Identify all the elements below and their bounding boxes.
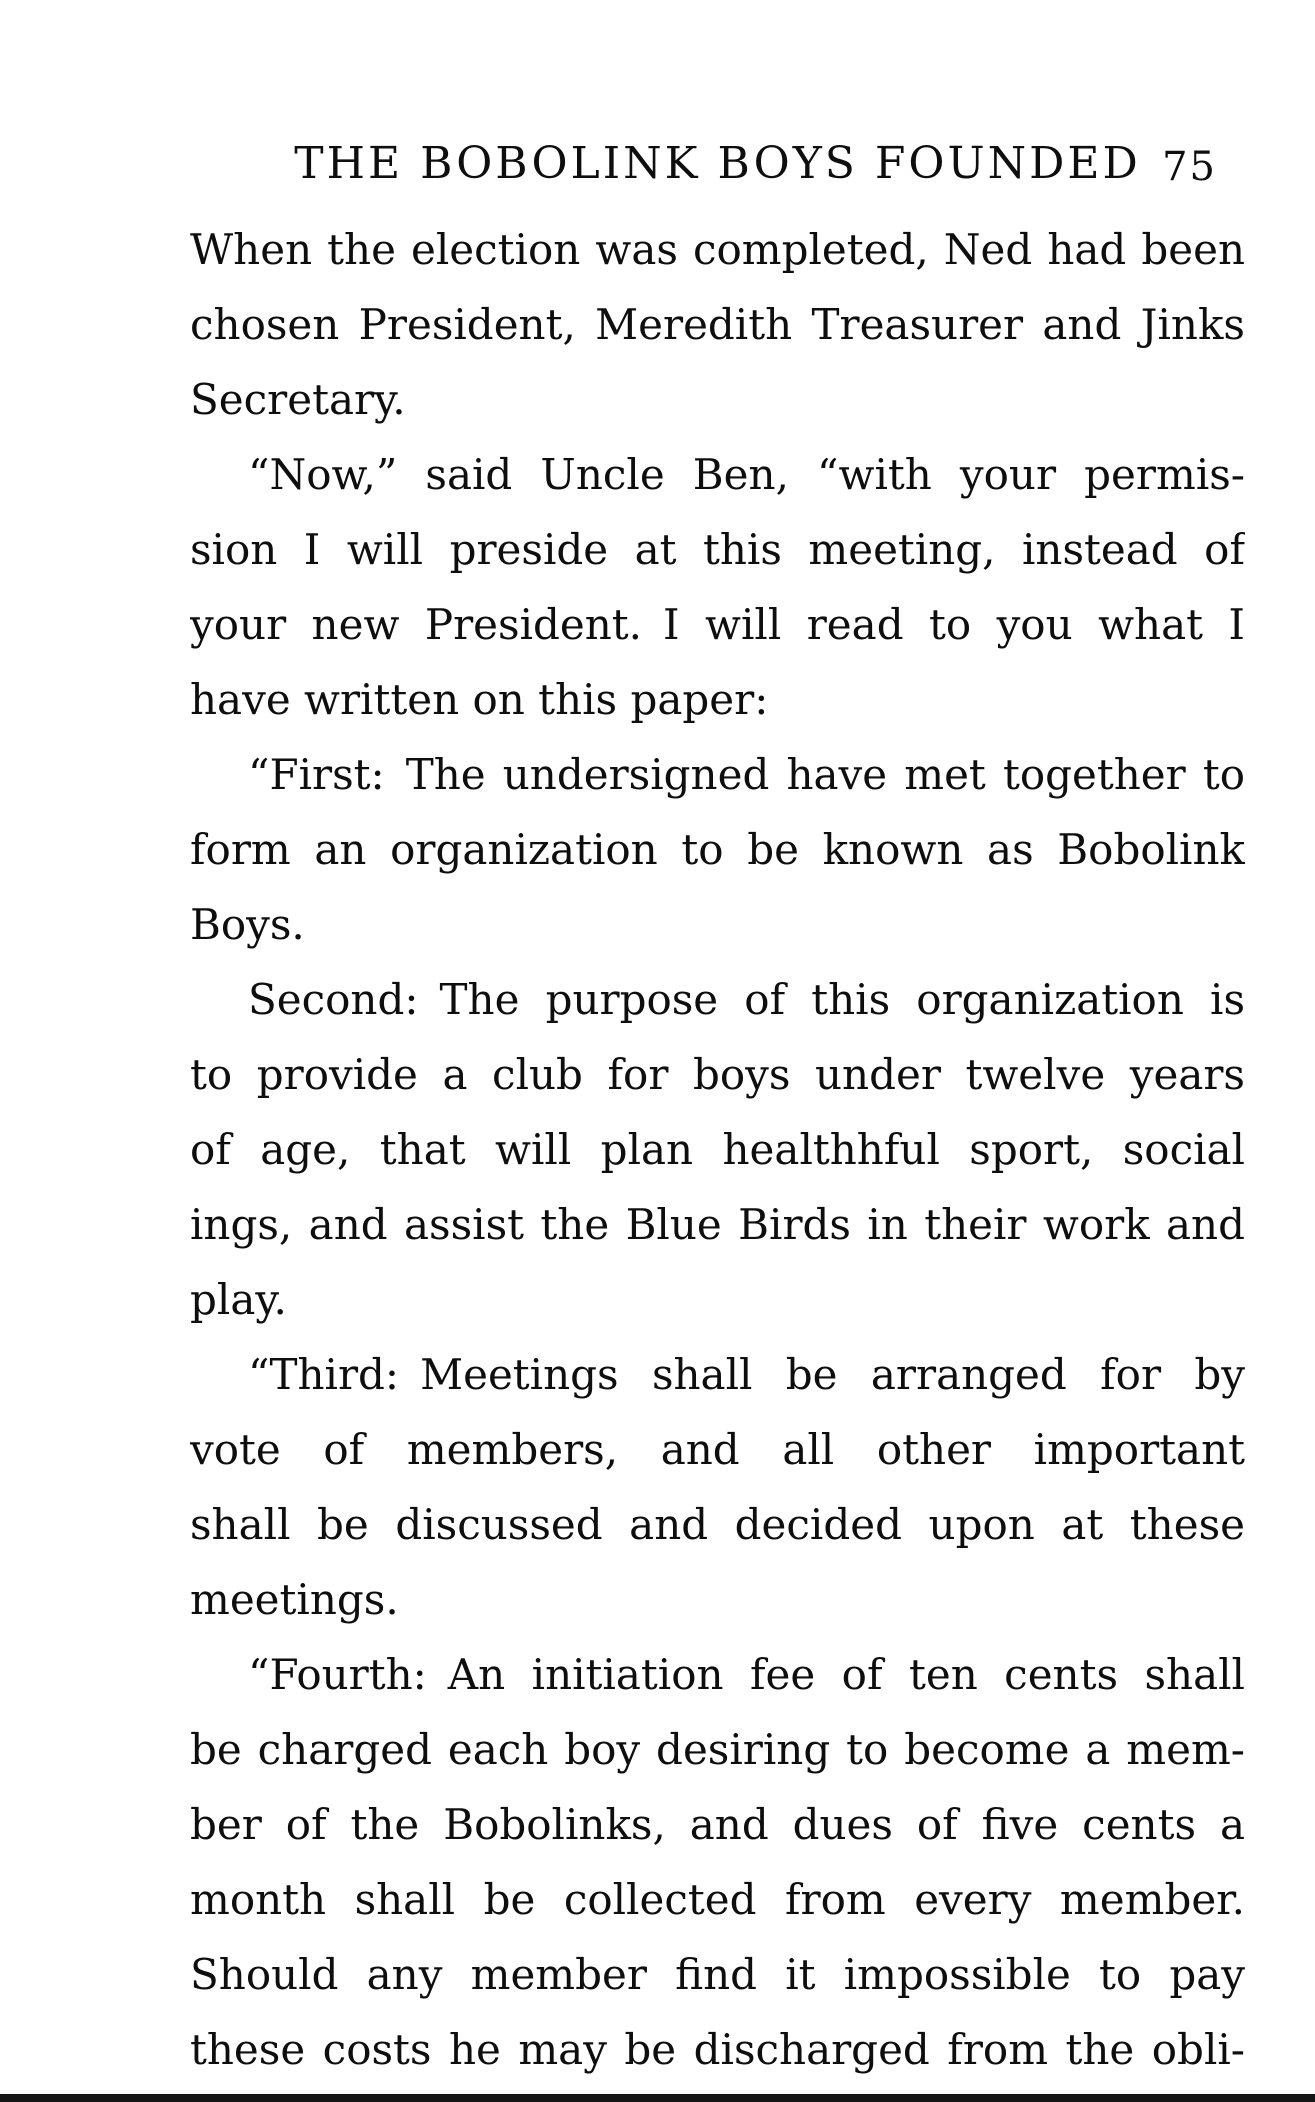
paragraph (190, 962, 1245, 1337)
text-line: your new President. I will read to you what I (190, 600, 1245, 649)
paragraph (190, 1337, 1245, 1637)
text-line: Should any member find it impossible to pay (190, 1950, 1245, 1999)
text-line: shall be discussed and decided upon at these (190, 1500, 1245, 1549)
paragraph (190, 737, 1245, 962)
text-line: have written on this paper: (190, 675, 769, 724)
text-line: ber of the Bobolinks, and dues of five cents a (190, 1800, 1245, 1849)
text-line: be charged each boy desiring to become a mem- (190, 1725, 1245, 1774)
scan-bottom-edge (0, 2094, 1315, 2102)
text-line: When the election was completed, Ned had been (190, 225, 1245, 274)
text-line: these costs he may be discharged from the obli- (190, 2025, 1245, 2074)
text-line: ings, and assist the Blue Birds in their work and (190, 1200, 1245, 1249)
text-line: of age, that will plan healthhful sport, social (190, 1125, 1245, 1174)
text-line: Boys. (190, 900, 305, 949)
text-line: Secretary. (190, 375, 406, 424)
text-line: play. (190, 1275, 287, 1324)
running-title: THE BOBOLINK BOYS FOUNDED (294, 138, 1141, 189)
paragraph (190, 1637, 1245, 2087)
text-line: “First: The undersigned have met together to (248, 750, 1245, 799)
page-header (190, 138, 1245, 200)
body-text-column (190, 212, 1245, 2087)
page-number: 75 (1162, 144, 1217, 190)
paragraph (190, 212, 1245, 437)
text-line: form an organization to be known as Bobolink (190, 825, 1245, 874)
text-line: vote of members, and all other important (190, 1425, 1245, 1474)
paragraph (190, 437, 1245, 737)
text-line: Second: The purpose of this organization is (248, 975, 1245, 1024)
text-line: “Fourth: An initiation fee of ten cents shall (248, 1650, 1245, 1699)
text-line: meetings. (190, 1575, 399, 1624)
text-line: to provide a club for boys under twelve years (190, 1050, 1245, 1099)
text-line: chosen President, Meredith Treasurer and Jinks (190, 300, 1245, 349)
text-line: “Third: Meetings shall be arranged for by (248, 1350, 1245, 1399)
text-line: sion I will preside at this meeting, instead of (190, 525, 1245, 574)
text-line: month shall be collected from every member. (190, 1875, 1245, 1924)
text-line: “Now,” said Uncle Ben, “with your permis- (248, 450, 1245, 499)
